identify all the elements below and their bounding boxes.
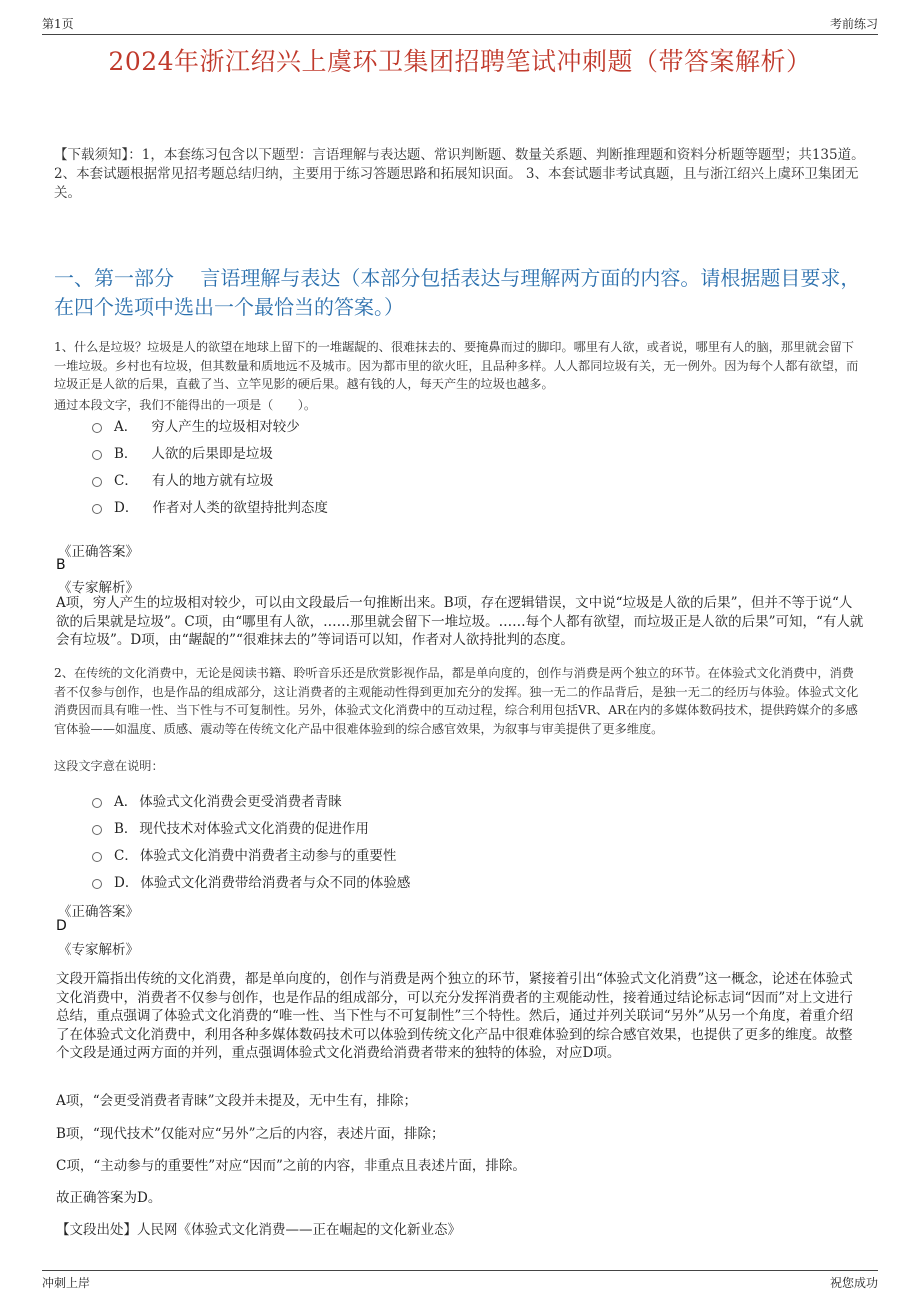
question-1-options [92, 411, 328, 519]
radio-icon[interactable] [92, 798, 102, 808]
download-notice: 【下载须知】：1，本套练习包含以下题型：言语理解与表达题、常识判断题、数量关系题、判断推理题和资料分析题等题型；共135道。 2、本套试题根据常见招考题总结归纳，主要用于练习答题思路和拓展知识面。 3、本套试题非考试真题，且与浙江绍兴上虞环卫集团无关。 [54, 147, 865, 201]
question-1-analysis: A项，穷人产生的垃圾相对较少，可以由文段最后一句推断出来。B项，存在逻辑错误，文中说“垃圾是人欲的后果”，但并不等于说“人欲的后果就是垃圾”。C项，由“哪里有人欲，……那里就会留下一堆垃圾。……每个人都有欲望，而垃圾正是人欲的后果”可知，“有人就会有垃圾”。D项，由“龌龊的”“很难抹去的”等词语可以知，作者对人欲持批判的态度。 [56, 595, 864, 648]
section-heading: 一、第一部分 言语理解与表达（本部分包括表达与理解两方面的内容。请根据题目要求，在四个选项中选出一个最恰当的答案。） [54, 266, 861, 319]
question-2-prompt: 这段文字意在说明： [54, 759, 164, 773]
radio-icon[interactable] [92, 879, 102, 889]
analysis-option-c: C项，“主动参与的重要性”对应“因而”之前的内容，非重点且表述片面，排除。 [56, 1158, 526, 1174]
radio-icon[interactable] [92, 423, 102, 433]
analysis-label: 《专家解析》 [58, 580, 139, 596]
answer-label: 《正确答案》 [58, 904, 139, 920]
question-1-text: 1、什么是垃圾？垃圾是人的欲望在地球上留下的一堆龌龊的、很难抹去的、要掩鼻而过的脚印。哪里有人欲，或者说，哪里有人的脑，那里就会留下一堆垃圾。乡村也有垃圾，但其数量和质地远不及城市。因为都市里的欲火旺，且品种多样。人人都同垃圾有关，无一例外。因为每个人都有欲望，而垃圾正是人欲的后果，直截了当、立竿见影的硬后果。越有钱的人，每天产生的垃圾也越多。 [54, 340, 859, 391]
option-b[interactable]: B． 现代技术对体验式文化消费的促进作用 [92, 813, 410, 840]
text-source: 【文段出处】人民网《体验式文化消费——正在崛起的文化新业态》 [56, 1222, 461, 1238]
correct-answer: B [56, 557, 66, 573]
question-2-analysis: 文段开篇指出传统的文化消费，都是单向度的，创作与消费是两个独立的环节，紧接着引出“体验式文化消费”这一概念，论述在体验式文化消费中，消费者不仅参与创作，也是作品的组成部分，可以充分发挥消费者的主观能动性，接着通过结论标志词“因而”对上文进行总结，重点强调了体验式文化消费的“唯一性、当下性与不可复制性”三个特性。然后，通过并列关联词“另外”从另一个角度，着重介绍了在体验式文化消费中，利用各种多媒体数码技术可以体验到传统文化产品中很难体验到的综合感官效果，也提供了更多的维度。故整个文段是通过两方面的并列，重点强调体验式文化消费给消费者带来的独特的体验，对应D项。 [56, 971, 854, 1061]
question-2-text: 2、在传统的文化消费中，无论是阅读书籍、聆听音乐还是欣赏影视作品，都是单向度的，创作与消费是两个独立的环节。在体验式文化消费中，消费者不仅参与创作，也是作品的组成部分，这让消费者的主观能动性得到更加充分的发挥。独一无二的作品背后，是独一无二的经历与体验。体验式文化消费因而具有唯一性、当下性与不可复制性。另外，体验式文化消费中的互动过程，综合利用包括VR、AR在内的多媒体数码技术，提供跨媒介的多感官体验——如温度、质感、震动等在传统文化产品中很难体验到的综合感官效果，为叙事与审美提供了更多维度。 [54, 666, 859, 736]
radio-icon[interactable] [92, 477, 102, 487]
footer-right: 祝您成功 [829, 1276, 878, 1290]
option-c[interactable]: C． 有人的地方就有垃圾 [92, 465, 328, 492]
analysis-label: 《专家解析》 [58, 942, 139, 958]
correct-answer: D [56, 918, 67, 934]
page-footer [42, 1270, 878, 1296]
option-b[interactable]: B． 人欲的后果即是垃圾 [92, 438, 328, 465]
answer-label: 《正确答案》 [58, 544, 139, 560]
radio-icon[interactable] [92, 504, 102, 514]
question-2-options [92, 786, 410, 894]
option-a[interactable]: A． 体验式文化消费会更受消费者青睐 [92, 786, 410, 813]
radio-icon[interactable] [92, 450, 102, 460]
page-number: 第1页 [42, 17, 74, 31]
page-header [42, 12, 878, 35]
analysis-option-a: A项，“会更受消费者青睐”文段并未提及，无中生有，排除； [56, 1093, 418, 1109]
document-title: 2024年浙江绍兴上虞环卫集团招聘笔试冲刺题（带答案解析） [108, 47, 812, 76]
analysis-option-b: B项，“现代技术”仅能对应“另外”之后的内容，表述片面，排除； [56, 1126, 445, 1142]
option-d[interactable]: D． 体验式文化消费带给消费者与众不同的体验感 [92, 867, 410, 894]
analysis-conclusion: 故正确答案为D。 [56, 1190, 162, 1206]
option-d[interactable]: D． 作者对人类的欲望持批判态度 [92, 492, 328, 519]
question-1-prompt: 通过本段文字，我们不能得出的一项是（ ）。 [54, 398, 317, 412]
option-a[interactable]: A． 穷人产生的垃圾相对较少 [92, 411, 328, 438]
footer-left: 冲刺上岸 [42, 1276, 91, 1290]
radio-icon[interactable] [92, 825, 102, 835]
radio-icon[interactable] [92, 852, 102, 862]
option-c[interactable]: C． 体验式文化消费中消费者主动参与的重要性 [92, 840, 410, 867]
header-tag: 考前练习 [829, 17, 878, 31]
